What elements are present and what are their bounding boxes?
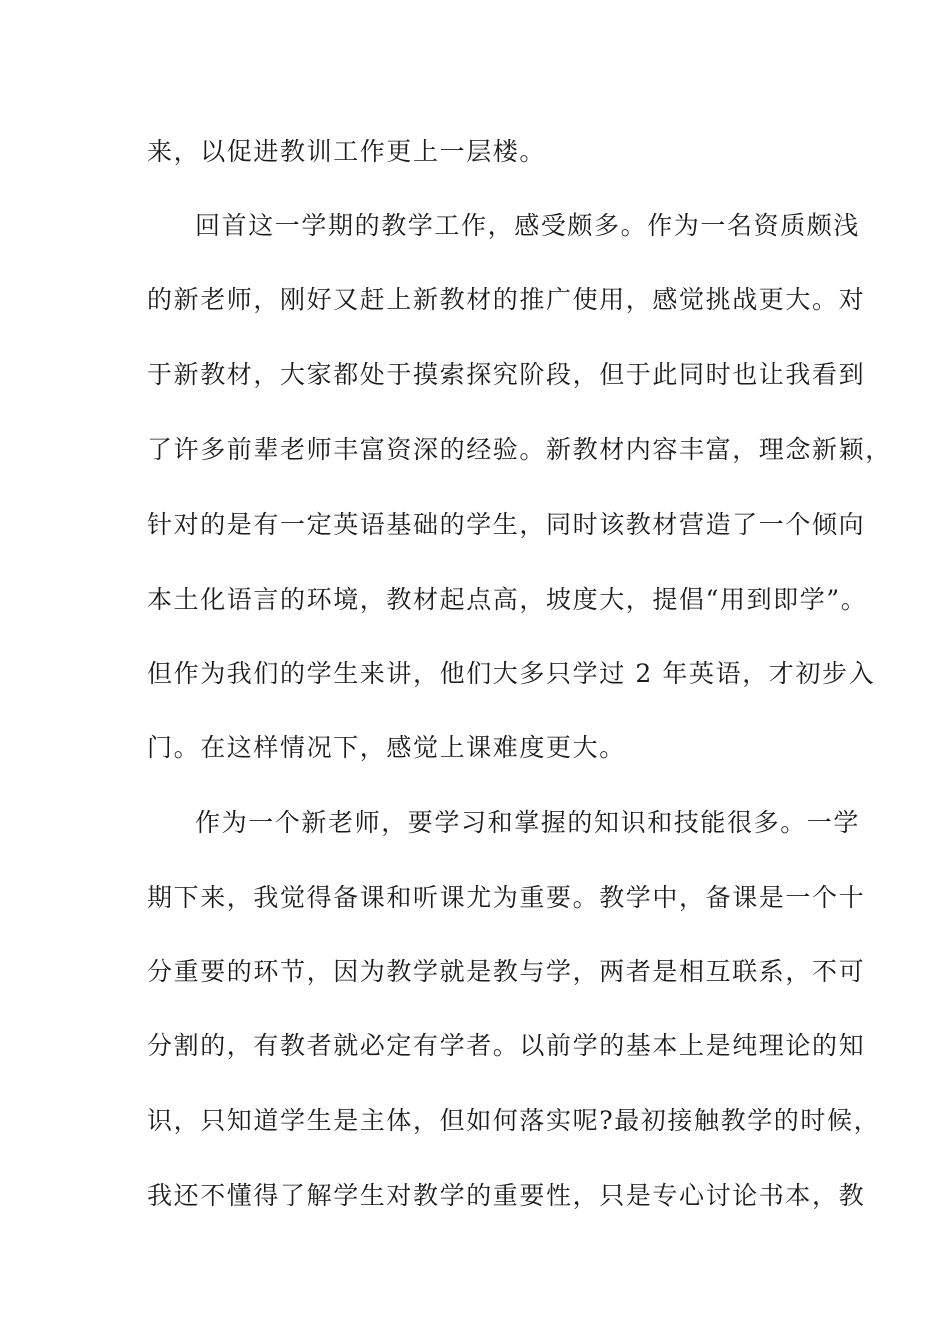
text-line: 门。在这样情况下，感觉上课难度更大。: [147, 733, 626, 762]
text-line: 的新老师，刚好又赶上新教材的推广使用，感觉挑战更大。对: [147, 285, 866, 314]
text-line: 本土化语言的环境，教材起点高，坡度大，提倡“用到即学”。: [147, 585, 868, 614]
text-line: 针对的是有一定英语基础的学生，同时该教材营造了一个倾向: [147, 510, 866, 539]
text-line: 于新教材，大家都处于摸索探究阶段，但于此同时也让我看到: [147, 360, 866, 389]
text-line: 但作为我们的学生来讲，他们大多只学过 2 年英语，才初步入: [147, 659, 876, 688]
text-line: 了许多前辈老师丰富资深的经验。新教材内容丰富，理念新颖，: [147, 435, 892, 464]
text-line: 我还不懂得了解学生对教学的重要性，只是专心讨论书本，教: [147, 1181, 866, 1210]
text-line: 分割的，有教者就必定有学者。以前学的基本上是纯理论的知: [147, 1031, 866, 1060]
text-line: 回首这一学期的教学工作，感受颇多。作为一名资质颇浅: [195, 211, 861, 240]
text-line: 期下来，我觉得备课和听课尤为重要。教学中，备课是一个十: [147, 883, 866, 912]
text-line: 分重要的环节，因为教学就是教与学，两者是相互联系，不可: [147, 957, 866, 986]
text-line: 识，只知道学生是主体，但如何落实呢?最初接触教学的时候，: [147, 1106, 881, 1135]
text-line: 来，以促进教训工作更上一层楼。: [147, 137, 547, 166]
text-line: 作为一个新老师，要学习和掌握的知识和技能很多。一学: [195, 808, 861, 837]
